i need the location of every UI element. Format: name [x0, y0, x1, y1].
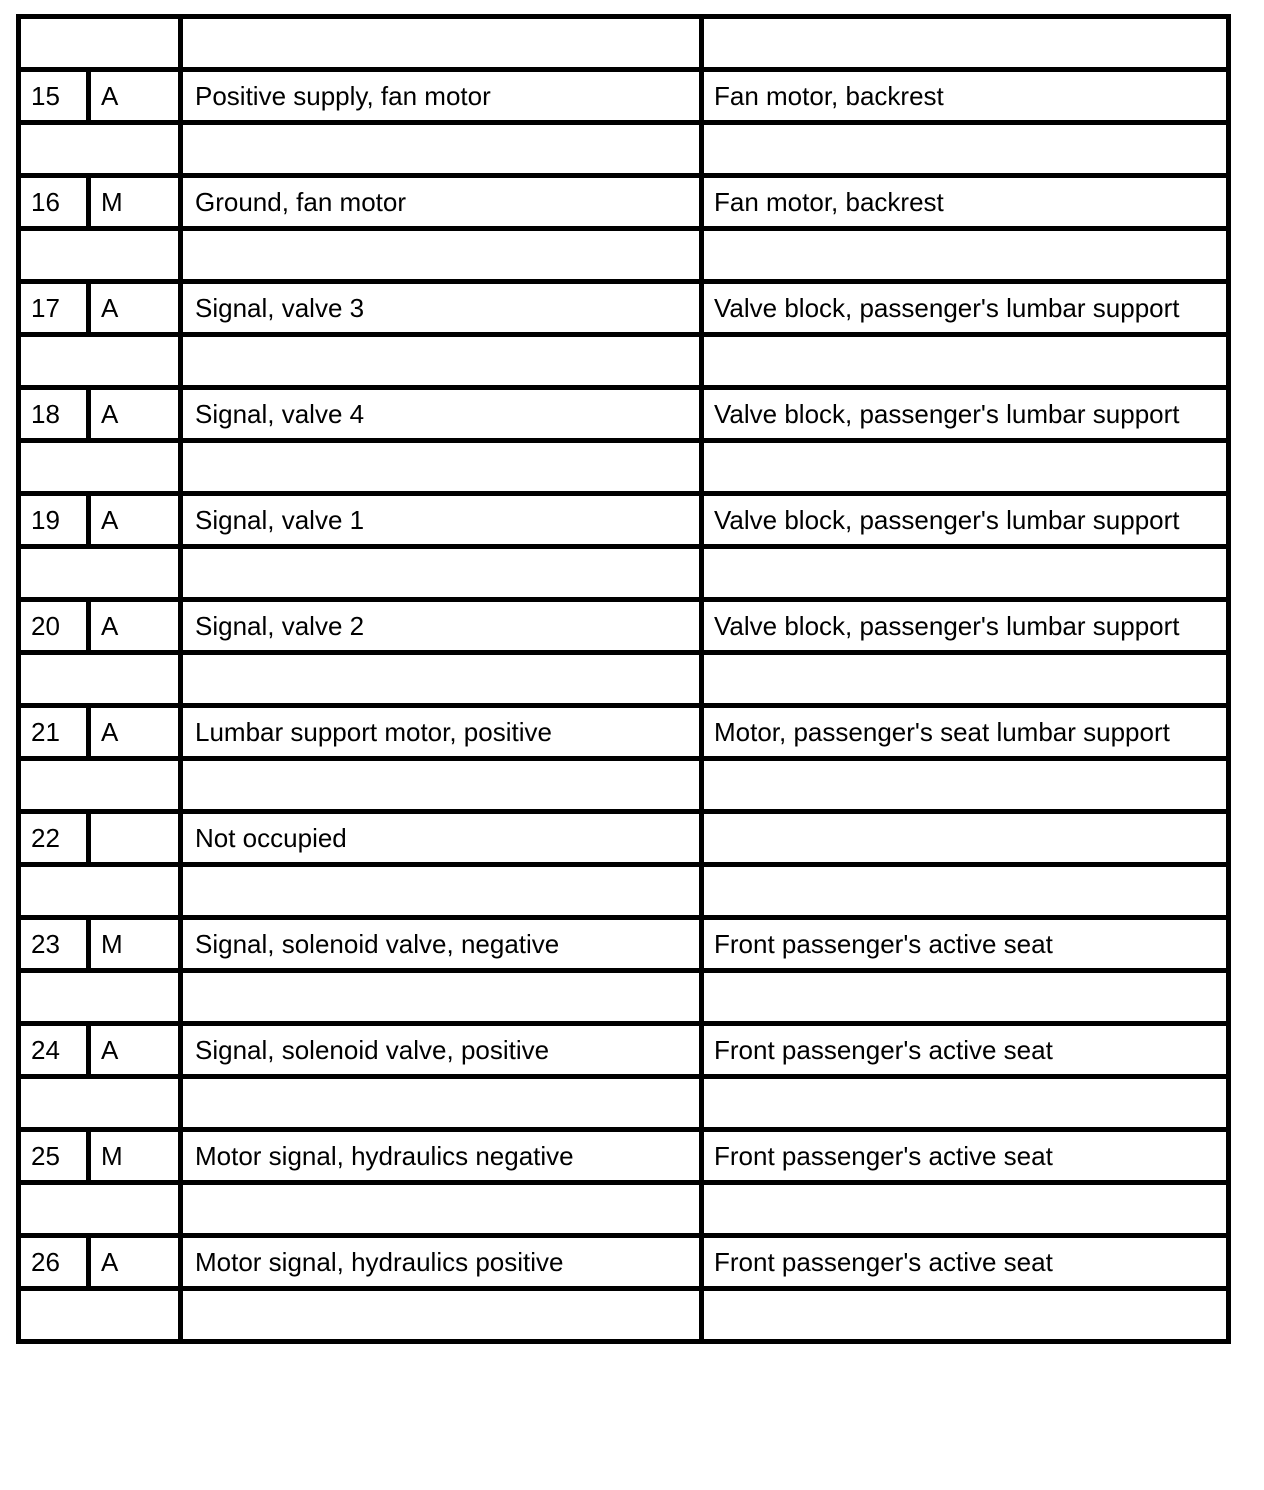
empty-cell — [19, 865, 181, 918]
empty-cell — [181, 335, 702, 388]
table-row — [19, 706, 1229, 759]
spacer-row — [19, 1289, 1229, 1342]
pin-number: 18 — [19, 388, 89, 441]
empty-cell — [181, 759, 702, 812]
empty-cell — [702, 1289, 1229, 1342]
empty-cell — [702, 1183, 1229, 1236]
pin-component: Fan motor, backrest — [702, 70, 1229, 123]
empty-cell — [181, 17, 702, 70]
pin-description: Signal, solenoid valve, positive — [181, 1024, 702, 1077]
empty-cell — [19, 123, 181, 176]
empty-cell — [181, 1183, 702, 1236]
spacer-row — [19, 1183, 1229, 1236]
pin-component: Valve block, passenger's lumbar support — [702, 282, 1229, 335]
table-row — [19, 494, 1229, 547]
table-row — [19, 176, 1229, 229]
table-row — [19, 1130, 1229, 1183]
pin-component: Valve block, passenger's lumbar support — [702, 494, 1229, 547]
pin-component: Front passenger's active seat — [702, 1024, 1229, 1077]
table-row — [19, 600, 1229, 653]
pin-description: Motor signal, hydraulics negative — [181, 1130, 702, 1183]
pin-number: 25 — [19, 1130, 89, 1183]
empty-cell — [19, 1289, 181, 1342]
pin-description: Not occupied — [181, 812, 702, 865]
empty-cell — [181, 441, 702, 494]
spacer-row — [19, 1077, 1229, 1130]
empty-cell — [19, 653, 181, 706]
pin-description: Motor signal, hydraulics positive — [181, 1236, 702, 1289]
pin-number: 20 — [19, 600, 89, 653]
table-row — [19, 282, 1229, 335]
pin-type: A — [89, 706, 181, 759]
pin-type: M — [89, 176, 181, 229]
pin-assignment-table — [16, 14, 1231, 1344]
pin-component: Front passenger's active seat — [702, 918, 1229, 971]
empty-cell — [181, 1289, 702, 1342]
pin-type: M — [89, 918, 181, 971]
table-row — [19, 918, 1229, 971]
pin-component: Front passenger's active seat — [702, 1236, 1229, 1289]
table-row — [19, 70, 1229, 123]
spacer-row — [19, 123, 1229, 176]
spacer-row — [19, 229, 1229, 282]
pin-type: A — [89, 282, 181, 335]
pin-number: 26 — [19, 1236, 89, 1289]
pin-description: Signal, solenoid valve, negative — [181, 918, 702, 971]
empty-cell — [702, 653, 1229, 706]
pin-number: 23 — [19, 918, 89, 971]
pin-component: Valve block, passenger's lumbar support — [702, 388, 1229, 441]
empty-cell — [19, 1183, 181, 1236]
table-row — [19, 1024, 1229, 1077]
table-row — [19, 812, 1229, 865]
pin-description: Signal, valve 4 — [181, 388, 702, 441]
pin-number: 21 — [19, 706, 89, 759]
empty-cell — [19, 17, 181, 70]
empty-cell — [181, 1077, 702, 1130]
pin-component — [702, 812, 1229, 865]
pin-component: Front passenger's active seat — [702, 1130, 1229, 1183]
empty-cell — [181, 123, 702, 176]
pin-type: M — [89, 1130, 181, 1183]
pin-component: Motor, passenger's seat lumbar support — [702, 706, 1229, 759]
pin-component: Valve block, passenger's lumbar support — [702, 600, 1229, 653]
pin-type: A — [89, 600, 181, 653]
spacer-row — [19, 759, 1229, 812]
pin-description: Signal, valve 3 — [181, 282, 702, 335]
empty-cell — [702, 865, 1229, 918]
pin-number: 15 — [19, 70, 89, 123]
empty-cell — [19, 335, 181, 388]
empty-cell — [702, 123, 1229, 176]
empty-cell — [19, 229, 181, 282]
empty-cell — [181, 653, 702, 706]
empty-cell — [702, 759, 1229, 812]
empty-cell — [19, 1077, 181, 1130]
pin-description: Signal, valve 2 — [181, 600, 702, 653]
pin-type: A — [89, 1236, 181, 1289]
spacer-row — [19, 335, 1229, 388]
pin-component: Fan motor, backrest — [702, 176, 1229, 229]
empty-cell — [19, 971, 181, 1024]
empty-cell — [19, 759, 181, 812]
spacer-row — [19, 17, 1229, 70]
empty-cell — [181, 229, 702, 282]
empty-cell — [702, 441, 1229, 494]
spacer-row — [19, 971, 1229, 1024]
pin-type: A — [89, 494, 181, 547]
pin-number: 24 — [19, 1024, 89, 1077]
spacer-row — [19, 653, 1229, 706]
empty-cell — [702, 1077, 1229, 1130]
empty-cell — [702, 547, 1229, 600]
spacer-row — [19, 441, 1229, 494]
empty-cell — [181, 865, 702, 918]
empty-cell — [702, 17, 1229, 70]
pin-type: A — [89, 70, 181, 123]
empty-cell — [19, 441, 181, 494]
table-row — [19, 1236, 1229, 1289]
spacer-row — [19, 547, 1229, 600]
pin-description: Lumbar support motor, positive — [181, 706, 702, 759]
spacer-row — [19, 865, 1229, 918]
pin-number: 19 — [19, 494, 89, 547]
empty-cell — [702, 335, 1229, 388]
empty-cell — [702, 971, 1229, 1024]
pin-type — [89, 812, 181, 865]
pin-type: A — [89, 388, 181, 441]
pin-description: Signal, valve 1 — [181, 494, 702, 547]
empty-cell — [702, 229, 1229, 282]
empty-cell — [181, 971, 702, 1024]
pin-description: Positive supply, fan motor — [181, 70, 702, 123]
table-row — [19, 388, 1229, 441]
pin-number: 22 — [19, 812, 89, 865]
pin-number: 16 — [19, 176, 89, 229]
empty-cell — [19, 547, 181, 600]
pin-table-body — [19, 17, 1229, 1342]
pin-description: Ground, fan motor — [181, 176, 702, 229]
pin-number: 17 — [19, 282, 89, 335]
pin-type: A — [89, 1024, 181, 1077]
empty-cell — [181, 547, 702, 600]
